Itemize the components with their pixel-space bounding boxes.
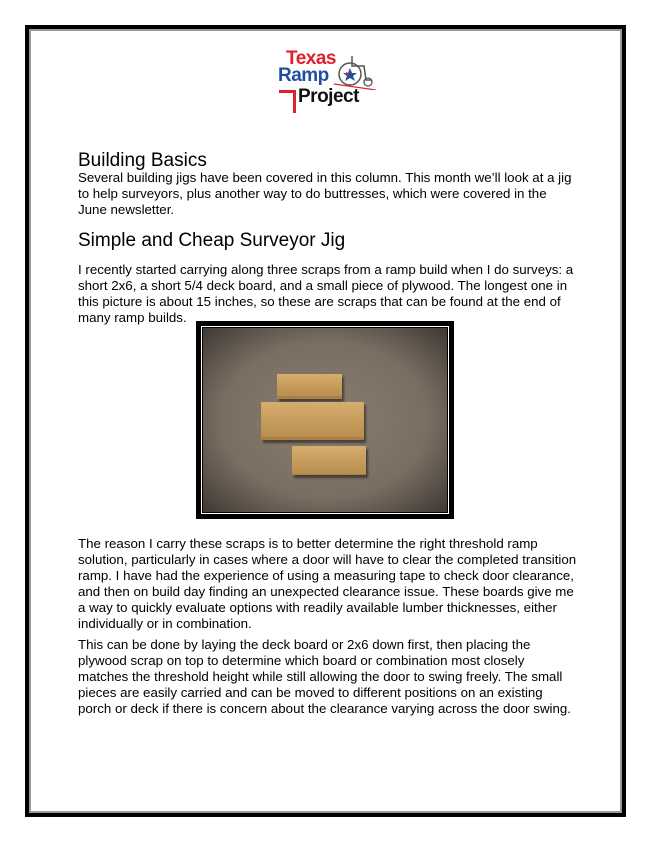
board-deck [261, 402, 364, 440]
wheelchair-icon [334, 54, 376, 90]
logo-red-corner-icon [279, 90, 296, 113]
logo-text-texas: Texas [286, 48, 336, 69]
heading-surveyor-jig: Simple and Cheap Surveyor Jig [78, 230, 346, 251]
board-2x6 [277, 374, 342, 399]
photo-lumber-scraps [196, 321, 454, 519]
board-plywood [292, 446, 366, 475]
texas-ramp-project-logo [276, 48, 376, 118]
logo-text-ramp: Ramp [278, 65, 329, 86]
paragraph-surveyor-jig-2: The reason I carry these scraps is to better determine the right threshold ramp solution, particularly in cases where a door will have to clear the completed transition ramp. I have had the experience of using a measuring tape to check door clearance, and then on build day finding an unexpected clearance issue. These boards give me a way to quickly evaluate options with readily available lumber thicknesses, either individually or in combination. [78, 536, 577, 631]
paragraph-intro: Several building jigs have been covered in this column. This month we’ll look at a jig to help surveyors, plus another way to do buttresses, which were covered in the June newsletter. [78, 170, 572, 217]
paragraph-surveyor-jig-1: I recently started carrying along three scraps from a ramp build when I do surveys: a short 2x6, a short 5/4 deck board, and a small piece of plywood. The longest one in this picture is about 15 inches, so these are scraps that can be found at the end of many ramp builds. [78, 262, 574, 325]
paragraph-surveyor-jig-3: This can be done by laying the deck board or 2x6 down first, then placing the plywood scrap on top to determine which board or combination most closely matches the threshold height while still allowing the door to swing freely. The small pieces are easily carried and can be moved to different positions on an existing porch or deck if there is concern about the clearance varying across the door swing. [78, 637, 571, 716]
heading-building-basics: Building Basics [78, 150, 207, 171]
logo-text-project: Project [298, 86, 359, 107]
